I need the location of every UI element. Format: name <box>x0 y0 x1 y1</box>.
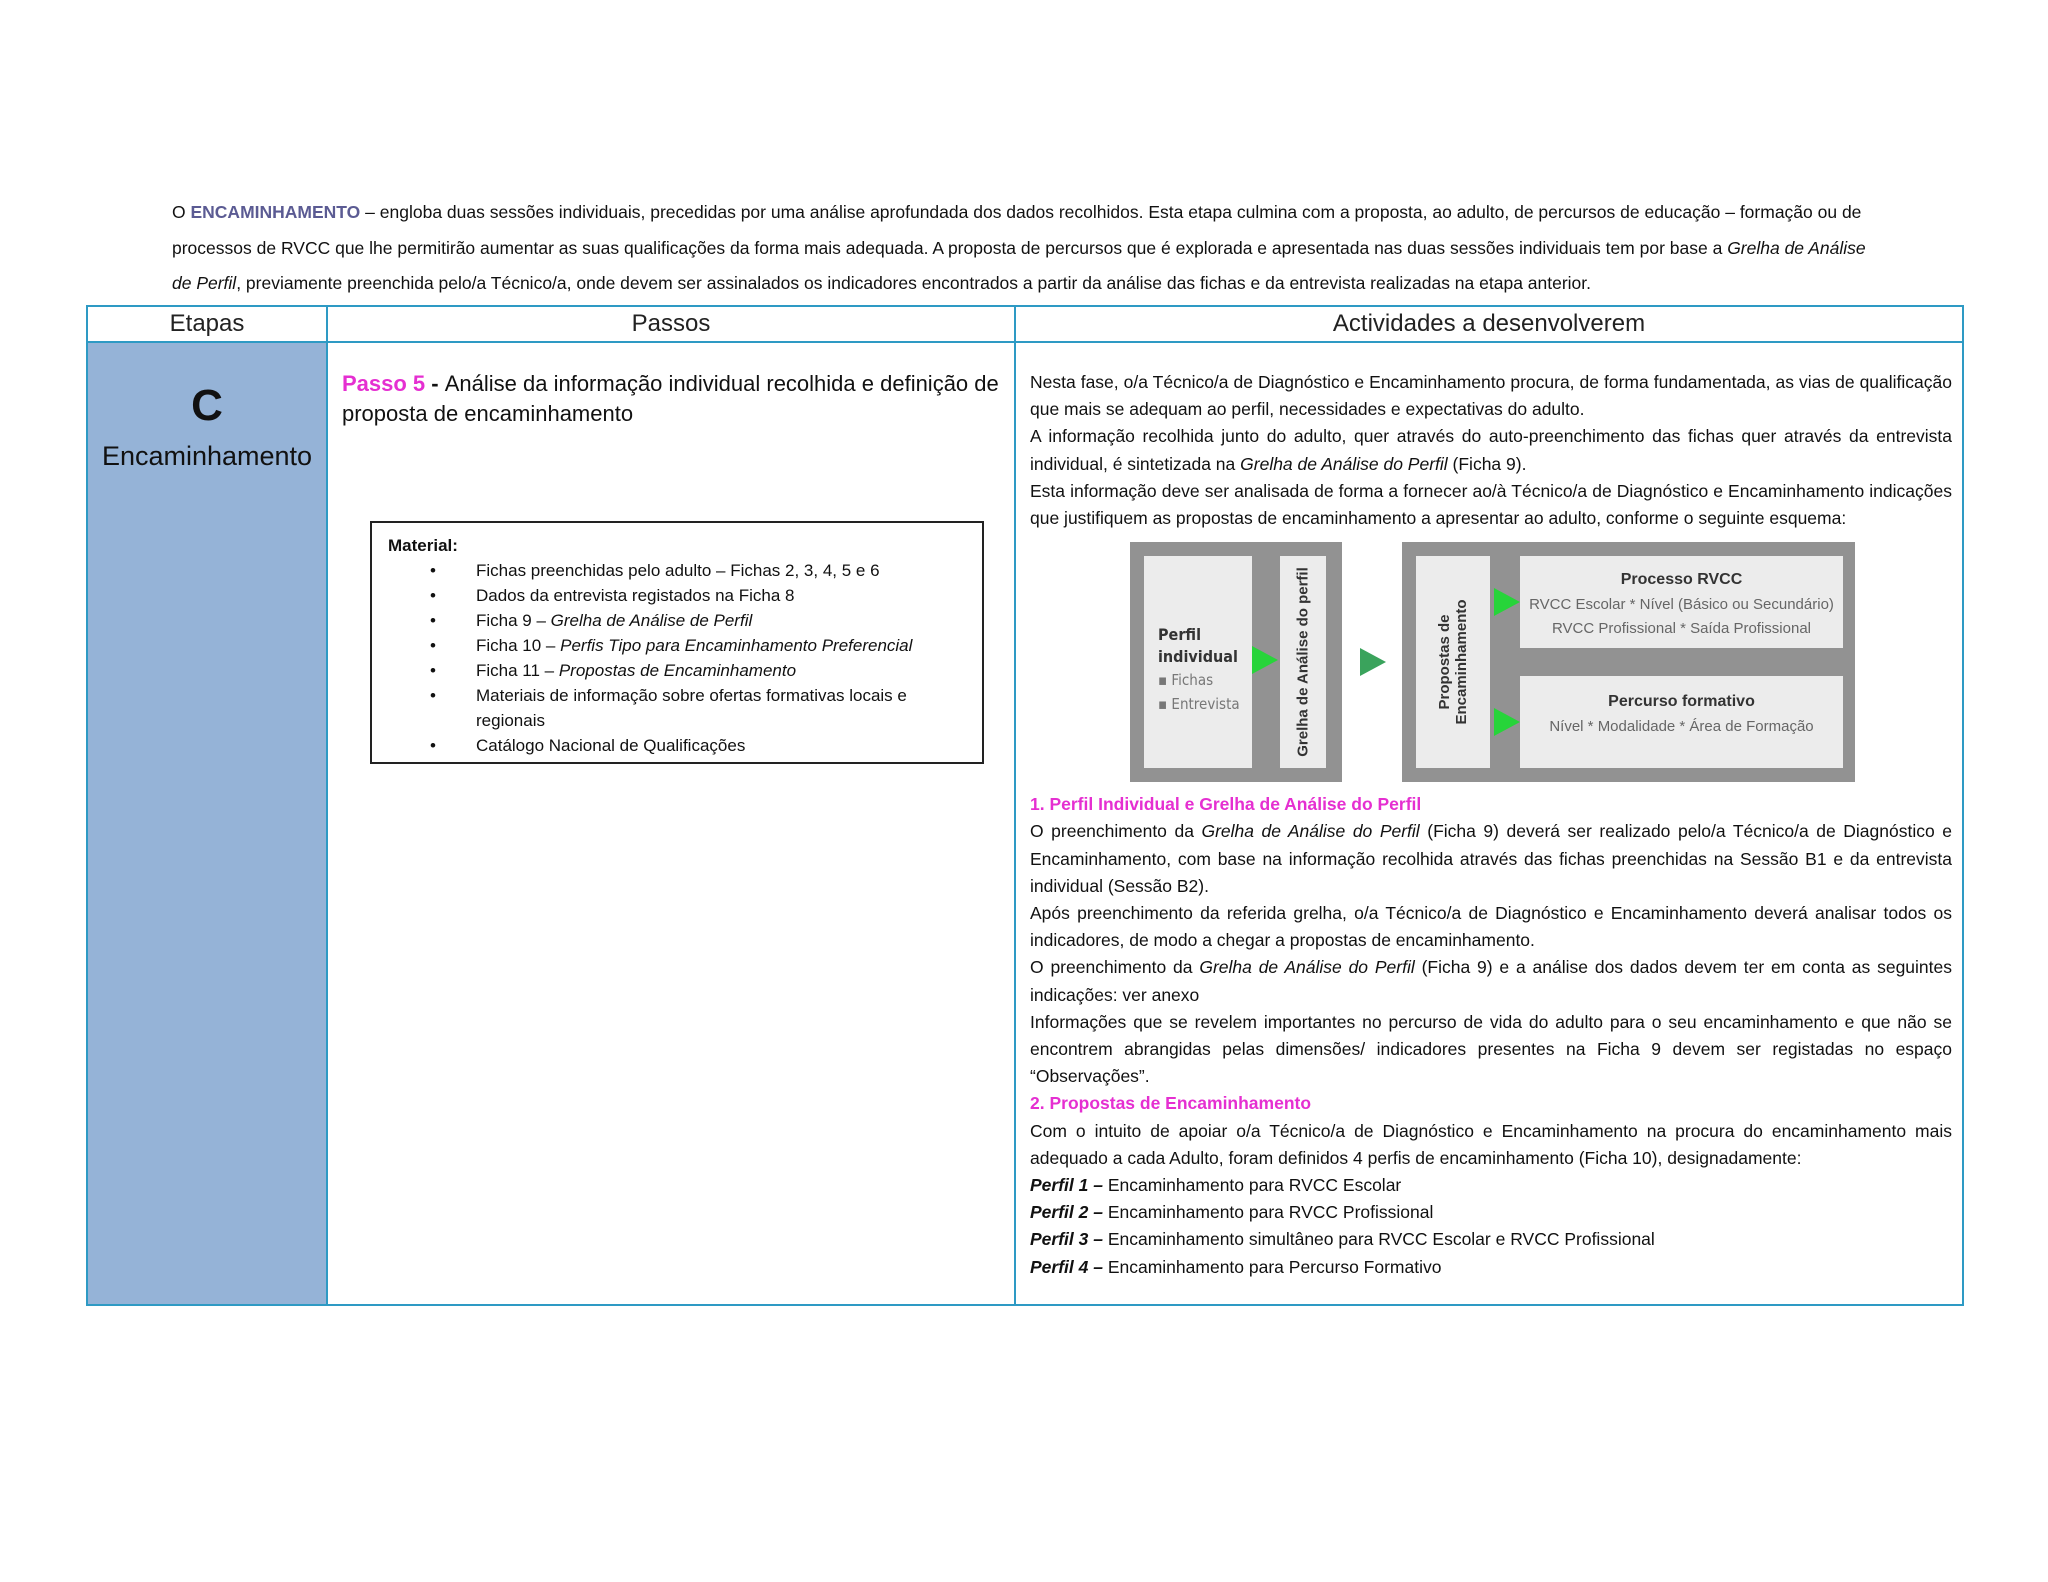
bullet: • <box>430 661 436 680</box>
list-item <box>388 633 966 658</box>
stage-cell <box>88 343 326 1304</box>
header-etapas: Etapas <box>169 310 245 337</box>
propostas-label <box>1436 600 1470 725</box>
text: (Ficha 9). <box>1447 453 1527 474</box>
processo-rvcc-box <box>1520 556 1843 648</box>
italic-text: Grelha de Análise do Perfil <box>1201 821 1420 842</box>
activities-paragraph-7: Informações que se revelem importantes no percurso de vida do adulto para o seu encaminhamento e que não se encontrem abrangidas pelas dimensões/ indicadores presentes na Ficha 9 devem ser registadas no espaço “Observações”. <box>1030 1011 1952 1087</box>
list-item <box>388 733 966 758</box>
step-text: Análise da informação individual recolhida e definição de proposta de encaminhamento <box>342 371 999 426</box>
list-item <box>388 558 966 583</box>
stage-letter: C <box>191 381 223 430</box>
item-text: Ficha 10 – <box>476 636 561 655</box>
list-item <box>388 583 966 608</box>
propostas-line: Encaminhamento <box>1453 599 1470 725</box>
activities-paragraph-5: Após preenchimento da referida grelha, o/a Técnico/a de Diagnóstico e Encaminhamento deverá analisar todos os indicadores, de modo a chegar a propostas de encaminhamento. <box>1030 903 1952 951</box>
percurso-line: Nível * Modalidade * Área de Formação <box>1549 718 1814 736</box>
step-title <box>342 369 1012 429</box>
section-heading-1: 1. Perfil Individual e Grelha de Análise do Perfil <box>1030 794 1422 815</box>
item-text: Fichas preenchidas pelo adulto – Fichas 2, 3, 4, 5 e 6 <box>476 561 880 580</box>
text: (Ficha 9) deverá ser realizado pelo/a Técnico/a de Diagnóstico e Encaminhamento, com base na informação recolhida através das fichas preenchidas na Sessão B1 e da entrevista individual (Sessão B2). <box>1030 821 1952 896</box>
perfil-individual-box <box>1144 556 1252 768</box>
item-text: Catálogo Nacional de Qualificações <box>476 736 746 755</box>
bullet: • <box>430 636 436 655</box>
bullet: • <box>430 736 436 755</box>
header-actividades: Actividades a desenvolverem <box>1332 310 1646 337</box>
arrow-icon <box>1360 648 1386 676</box>
perfil-text: Encaminhamento para Percurso Formativo <box>1102 1256 1442 1277</box>
perfil-text: Encaminhamento para RVCC Profissional <box>1102 1202 1434 1223</box>
intro-highlight: ENCAMINHAMENTO <box>190 202 361 222</box>
propostas-box <box>1416 556 1490 768</box>
text: A informação recolhida junto do adulto, quer através do auto-preenchimento das fichas quer através da entrevista individual, é sintetizada na <box>1030 426 1952 474</box>
item-italic: Grelha de Análise de Perfil <box>550 611 753 630</box>
processo-line: RVCC Profissional * Saída Profissional <box>1551 620 1811 638</box>
section-heading-2: 2. Propostas de Encaminhamento <box>1030 1093 1312 1114</box>
material-title: Material: <box>388 536 458 555</box>
list-item <box>388 608 966 633</box>
text: (Ficha 9) e a análise dos dados devem ter em conta as seguintes indicações: ver anexo <box>1030 957 1953 1005</box>
list-item <box>388 683 966 733</box>
arrow-icon <box>1494 588 1520 616</box>
processo-title: Processo RVCC <box>1620 571 1743 589</box>
material-list <box>388 558 966 758</box>
activities-paragraph-6 <box>1030 954 1952 1008</box>
intro-paragraph <box>172 195 1877 302</box>
bullet: • <box>430 561 436 580</box>
propostas-line: Propostas de <box>1436 614 1453 710</box>
material-box <box>370 521 984 764</box>
perfil-title: individual <box>1158 647 1238 667</box>
italic-text: Grelha de Análise do Perfil <box>1199 957 1415 978</box>
text: O preenchimento da <box>1030 957 1200 978</box>
perfil-line <box>1030 1254 1952 1281</box>
column-divider <box>1014 307 1016 1304</box>
step-dash: - <box>425 371 445 396</box>
item-text: Dados da entrevista registados na Ficha 8 <box>476 586 795 605</box>
main-table <box>86 305 1964 1306</box>
header-passos: Passos <box>631 310 711 337</box>
grelha-box <box>1280 556 1326 768</box>
bullet: • <box>430 686 436 705</box>
step-number: Passo 5 <box>342 371 426 396</box>
perfil-label: Perfil 3 – <box>1030 1229 1103 1250</box>
perfil-line <box>1030 1172 1952 1199</box>
intro-text-b: , previamente preenchida pelo/a Técnico/a, onde devem ser assinalados os indicadores encontrados a partir da análise das fichas e da entrevista realizadas na etapa anterior. <box>236 273 1592 293</box>
percurso-title: Percurso formativo <box>1608 693 1755 711</box>
item-italic: Propostas de Encaminhamento <box>558 661 797 680</box>
item-text: Ficha 9 – <box>476 611 551 630</box>
italic-text: Grelha de Análise do Perfil <box>1240 453 1448 474</box>
activities-cell <box>1030 369 1952 1281</box>
perfil-line <box>1030 1199 1952 1226</box>
perfil-text: Encaminhamento simultâneo para RVCC Escolar e RVCC Profissional <box>1102 1229 1655 1250</box>
bullet: • <box>430 586 436 605</box>
perfil-item: ▪ Entrevista <box>1158 695 1240 714</box>
activities-paragraph-3: Esta informação deve ser analisada de forma a fornecer ao/à Técnico/a de Diagnóstico e Encaminhamento indicações que justifiquem as propostas de encaminhamento a apresentar ao adulto, conforme o seguinte esquema: <box>1030 480 1952 529</box>
perfil-title: Perfil <box>1158 625 1202 645</box>
perfil-text: Encaminhamento para RVCC Escolar <box>1102 1175 1402 1196</box>
item-italic: Perfis Tipo para Encaminhamento Preferencial <box>560 636 913 655</box>
intro-italic: Grelha de Análise de Perfil <box>172 237 1866 293</box>
intro-text-a: – engloba duas sessões individuais, precedidas por uma análise aprofundada dos dados recolhidos. Esta etapa culmina com a proposta, ao adulto, de percursos de educação – formação ou de processos de RVCC que lhe permitirão aumentar as suas qualificações da forma mais adequada. A proposta de percursos que é explorada e apresentada nas duas sessões individuais tem por base a <box>172 202 1862 258</box>
perfil-label: Perfil 2 – <box>1030 1202 1103 1223</box>
diagram-right-panel <box>1402 542 1855 782</box>
activities-paragraph-8: Com o intuito de apoiar o/a Técnico/a de Diagnóstico e Encaminhamento na procura do encaminhamento mais adequado a cada Adulto, foram definidos 4 perfis de encaminhamento (Ficha 10), designadamente: <box>1030 1120 1952 1168</box>
text: O preenchimento da <box>1030 821 1202 842</box>
bullet: • <box>430 611 436 630</box>
perfil-label: Perfil 4 – <box>1030 1256 1103 1277</box>
list-item <box>388 658 966 683</box>
item-text: Materiais de informação sobre ofertas formativas locais e regionais <box>476 686 907 730</box>
grelha-label: Grelha de Análise do perfil <box>1294 567 1312 757</box>
intro-prefix: O <box>172 202 191 222</box>
stage-name: Encaminhamento <box>101 441 313 471</box>
column-divider <box>326 307 328 1304</box>
arrow-icon <box>1494 708 1520 736</box>
activities-paragraph-1: Nesta fase, o/a Técnico/a de Diagnóstico e Encaminhamento procura, de forma fundamentada, as vias de qualificação que mais se adequam ao perfil, necessidades e expectativas do adulto. <box>1030 372 1952 420</box>
flow-diagram <box>1030 534 1952 789</box>
item-text: Ficha 11 – <box>476 661 559 680</box>
diagram-left-panel <box>1130 542 1342 782</box>
perfil-line <box>1030 1226 1952 1253</box>
activities-paragraph-2 <box>1030 423 1952 477</box>
perfil-item: ▪ Fichas <box>1158 671 1214 690</box>
activities-paragraph-4 <box>1030 818 1952 900</box>
header-divider <box>88 341 1962 343</box>
percurso-formativo-box <box>1520 676 1843 768</box>
perfil-label: Perfil 1 – <box>1030 1175 1103 1196</box>
arrow-icon <box>1252 646 1278 674</box>
processo-line: RVCC Escolar * Nível (Básico ou Secundário) <box>1529 596 1834 614</box>
